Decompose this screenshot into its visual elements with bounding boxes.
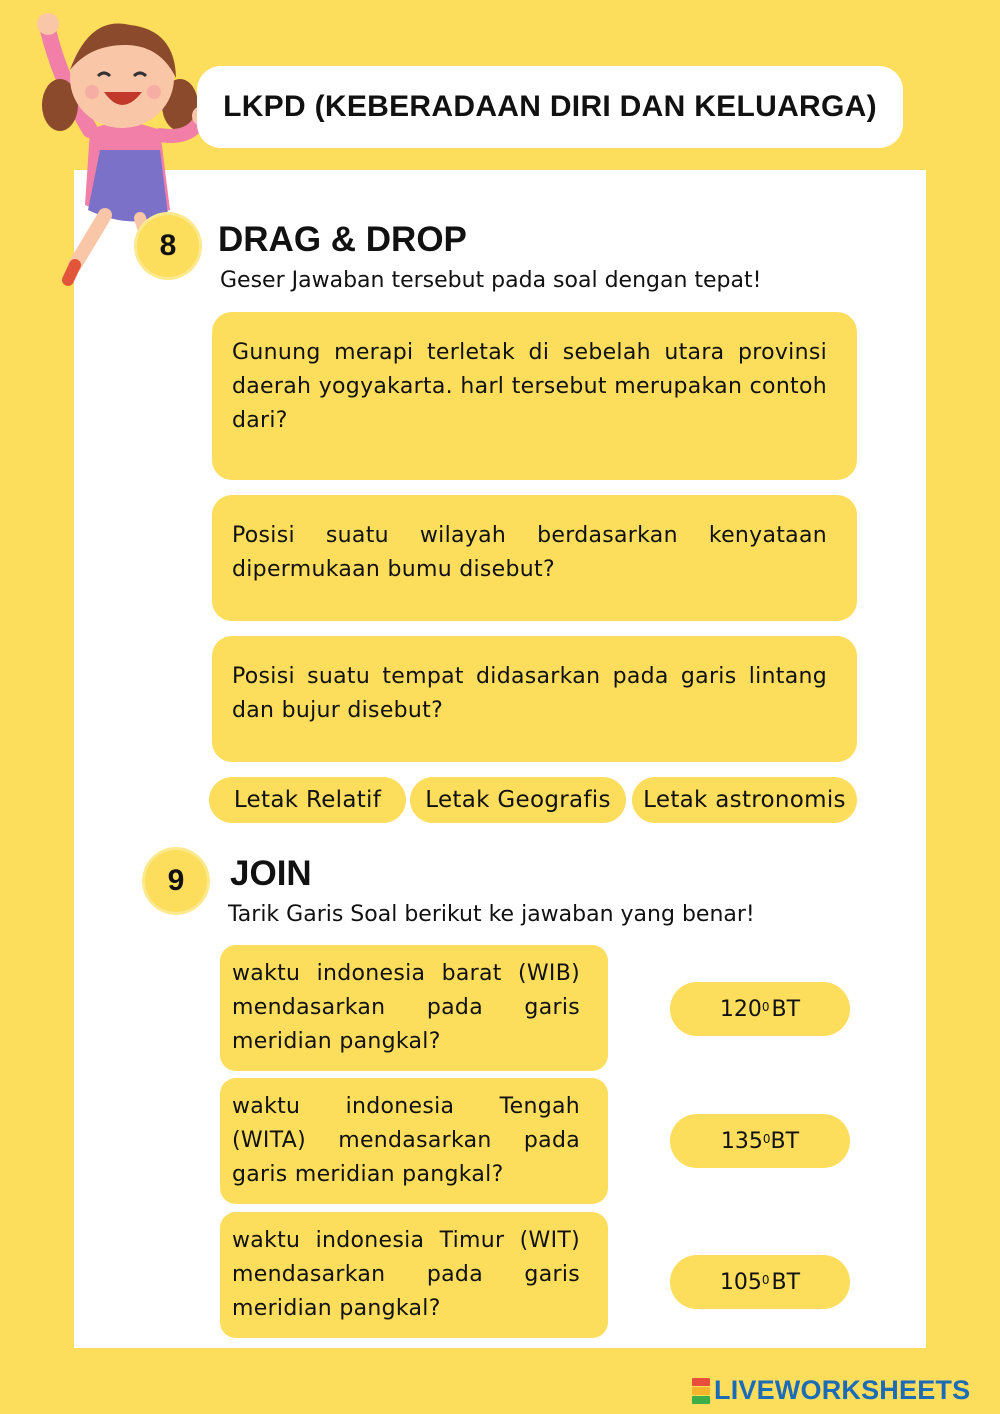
question-text: waktu indonesia Tengah (WITA) mendasarkan pada garis meridian pangkal? bbox=[232, 1094, 580, 1187]
question-text: waktu indonesia barat (WIB) mendasarkan pada garis meridian pangkal? bbox=[232, 961, 580, 1054]
worksheet-title-box bbox=[197, 66, 903, 148]
section-8-instruction: Geser Jawaban tersebut pada soal dengan tepat! bbox=[220, 268, 762, 293]
answer-degree: 0 bbox=[761, 1273, 770, 1287]
liveworksheets-logo-icon bbox=[692, 1378, 710, 1404]
question-text: waktu indonesia Timur (WIT) mendasarkan pada garis meridian pangkal? bbox=[232, 1228, 580, 1321]
join-question-3[interactable] bbox=[220, 1212, 608, 1338]
section-9-instruction: Tarik Garis Soal berikut ke jawaban yang benar! bbox=[228, 902, 755, 927]
liveworksheets-logo bbox=[692, 1375, 970, 1406]
draggable-answer-letak-relatif[interactable]: Letak Relatif bbox=[209, 777, 406, 823]
section-8-title: DRAG & DROP bbox=[218, 220, 467, 259]
section-9-title: JOIN bbox=[230, 854, 312, 893]
answer-unit: BT bbox=[770, 1128, 800, 1154]
join-question-2[interactable] bbox=[220, 1078, 608, 1204]
join-answer-120-bt[interactable] bbox=[670, 982, 850, 1036]
section-8-badge: 8 bbox=[137, 215, 199, 277]
answer-value: 120 bbox=[719, 996, 762, 1022]
question-text: Gunung merapi terletak di sebelah utara provinsi daerah yogyakarta. harl tersebut merupakan contoh dari? bbox=[232, 340, 827, 433]
join-answer-105-bt[interactable] bbox=[670, 1255, 850, 1309]
section-9-badge: 9 bbox=[145, 850, 207, 912]
drop-target-question-3[interactable] bbox=[212, 636, 857, 762]
draggable-answer-letak-astronomis[interactable]: Letak astronomis bbox=[632, 777, 857, 823]
answer-value: 135 bbox=[720, 1128, 763, 1154]
answer-value: 105 bbox=[719, 1269, 762, 1295]
question-text: Posisi suatu wilayah berdasarkan kenyataan dipermukaan bumu disebut? bbox=[232, 523, 827, 582]
answer-degree: 0 bbox=[762, 1132, 771, 1146]
drop-target-question-2[interactable] bbox=[212, 495, 857, 621]
answer-unit: BT bbox=[771, 996, 801, 1022]
join-question-1[interactable] bbox=[220, 945, 608, 1071]
question-text: Posisi suatu tempat didasarkan pada garis lintang dan bujur disebut? bbox=[232, 664, 827, 723]
liveworksheets-logo-text: LIVEWORKSHEETS bbox=[714, 1375, 971, 1405]
join-answer-135-bt[interactable] bbox=[670, 1114, 850, 1168]
answer-degree: 0 bbox=[761, 1000, 770, 1014]
worksheet-title: LKPD (KEBERADAAN DIRI DAN KELUARGA) bbox=[223, 90, 877, 123]
draggable-answer-letak-geografis[interactable]: Letak Geografis bbox=[410, 777, 626, 823]
drop-target-question-1[interactable] bbox=[212, 312, 857, 480]
answer-unit: BT bbox=[771, 1269, 801, 1295]
